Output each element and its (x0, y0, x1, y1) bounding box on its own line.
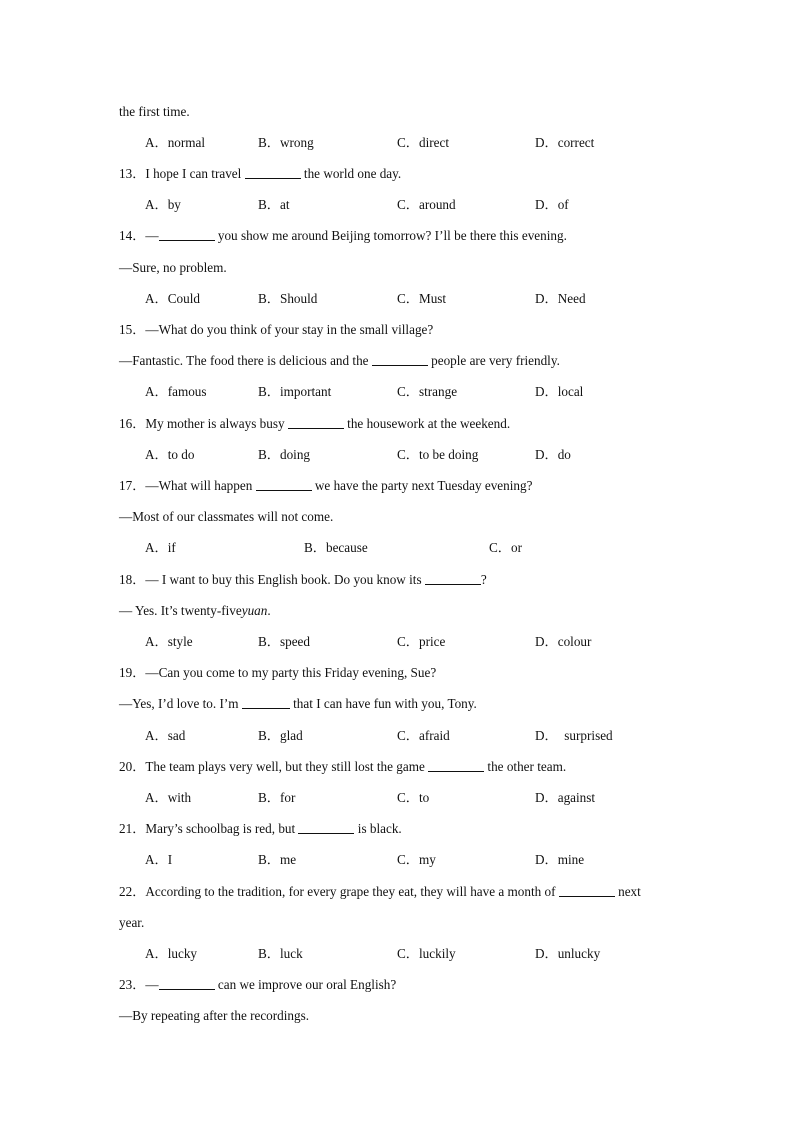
option-d[interactable]: D．local (535, 384, 584, 399)
answer-blank[interactable] (159, 977, 215, 990)
option-b[interactable]: B．because (304, 540, 368, 555)
answer-blank[interactable] (288, 416, 344, 429)
option-d[interactable]: D．against (535, 790, 596, 805)
question-number: 23． (119, 977, 146, 992)
question-number: 17． (119, 478, 146, 493)
option-a[interactable]: A．to do (145, 447, 195, 462)
question-17-reply: —Most of our classmates will not come. (119, 509, 334, 524)
option-a[interactable]: A．normal (145, 135, 206, 150)
option-a[interactable]: A．style (145, 634, 193, 649)
question-21-stem: 21．Mary’s schoolbag is red, but is black. (119, 821, 402, 836)
answer-blank[interactable] (245, 166, 301, 179)
option-d[interactable]: D．mine (535, 852, 585, 867)
option-c[interactable]: C．or (489, 540, 522, 555)
option-b[interactable]: B．me (258, 852, 297, 867)
question-15-reply: —Fantastic. The food there is delicious and the people are very friendly. (119, 353, 560, 368)
option-b[interactable]: B．glad (258, 728, 303, 743)
option-d[interactable]: D．unlucky (535, 946, 601, 961)
answer-blank[interactable] (242, 696, 290, 709)
option-b[interactable]: B．at (258, 197, 290, 212)
option-a[interactable]: A．by (145, 197, 181, 212)
option-c[interactable]: C．strange (397, 384, 458, 399)
question-number: 21． (119, 821, 146, 836)
question-23-stem: 23．— can we improve our oral English? (119, 977, 397, 992)
option-b[interactable]: B．for (258, 790, 296, 805)
option-a[interactable]: A．famous (145, 384, 207, 399)
question-19-stem: 19．—Can you come to my party this Friday evening, Sue? (119, 665, 437, 680)
option-d[interactable]: D．do (535, 447, 571, 462)
answer-blank[interactable] (425, 572, 481, 585)
answer-blank[interactable] (256, 478, 312, 491)
question-number: 13． (119, 166, 146, 181)
option-c[interactable]: C．luckily (397, 946, 456, 961)
question-number: 15． (119, 322, 146, 337)
option-a[interactable]: A．sad (145, 728, 186, 743)
option-d[interactable]: D．colour (535, 634, 592, 649)
option-b[interactable]: B．doing (258, 447, 311, 462)
option-c[interactable]: C．afraid (397, 728, 450, 743)
option-c[interactable]: C．to (397, 790, 430, 805)
answer-blank[interactable] (559, 884, 615, 897)
option-a[interactable]: A．Could (145, 291, 200, 306)
question-number: 14． (119, 228, 146, 243)
question-23-reply: —By repeating after the recordings. (119, 1008, 310, 1023)
question-18-stem: 18．— I want to buy this English book. Do you know its ? (119, 572, 487, 587)
option-c[interactable]: C．Must (397, 291, 447, 306)
question-13-stem: 13．I hope I can travel the world one day. (119, 166, 402, 181)
question-number: 22． (119, 884, 146, 899)
question-number: 18． (119, 572, 146, 587)
option-d[interactable]: D．of (535, 197, 569, 212)
answer-blank[interactable] (428, 759, 484, 772)
question-14-reply: —Sure, no problem. (119, 260, 227, 275)
question-number: 19． (119, 665, 146, 680)
option-b[interactable]: B．wrong (258, 135, 314, 150)
option-a[interactable]: A．with (145, 790, 192, 805)
question-19-reply: —Yes, I’d love to. I’m that I can have fun with you, Tony. (119, 696, 477, 711)
question-number: 16． (119, 416, 146, 431)
option-b[interactable]: B．Should (258, 291, 318, 306)
option-b[interactable]: B．luck (258, 946, 303, 961)
answer-blank[interactable] (159, 228, 215, 241)
question-number: 20． (119, 759, 146, 774)
option-b[interactable]: B．speed (258, 634, 311, 649)
option-a[interactable]: A．I (145, 852, 173, 867)
option-c[interactable]: C．to be doing (397, 447, 479, 462)
option-a[interactable]: A．lucky (145, 946, 198, 961)
question-14-stem: 14．— you show me around Beijing tomorrow? I’ll be there this evening. (119, 228, 567, 243)
option-c[interactable]: C．price (397, 634, 446, 649)
question-22-stem: 22．According to the tradition, for every grape they eat, they will have a month of next (119, 884, 641, 899)
option-c[interactable]: C．around (397, 197, 456, 212)
question-20-stem: 20．The team plays very well, but they still lost the game the other team. (119, 759, 567, 774)
option-d[interactable]: D． surprised (535, 728, 613, 743)
question-16-stem: 16．My mother is always busy the housework at the weekend. (119, 416, 511, 431)
option-c[interactable]: C．my (397, 852, 436, 867)
answer-blank[interactable] (372, 353, 428, 366)
question-12-continuation: the first time. (119, 104, 190, 119)
option-d[interactable]: D．Need (535, 291, 586, 306)
question-17-stem: 17．—What will happen we have the party next Tuesday evening? (119, 478, 533, 493)
question-18-reply: — Yes. It’s twenty-fiveyuan. (119, 603, 271, 618)
option-c[interactable]: C．direct (397, 135, 450, 150)
option-a[interactable]: A．if (145, 540, 176, 555)
question-22-continuation: year. (119, 915, 145, 930)
option-d[interactable]: D．correct (535, 135, 595, 150)
question-15-stem: 15．—What do you think of your stay in the small village? (119, 322, 434, 337)
answer-blank[interactable] (298, 821, 354, 834)
option-b[interactable]: B．important (258, 384, 332, 399)
